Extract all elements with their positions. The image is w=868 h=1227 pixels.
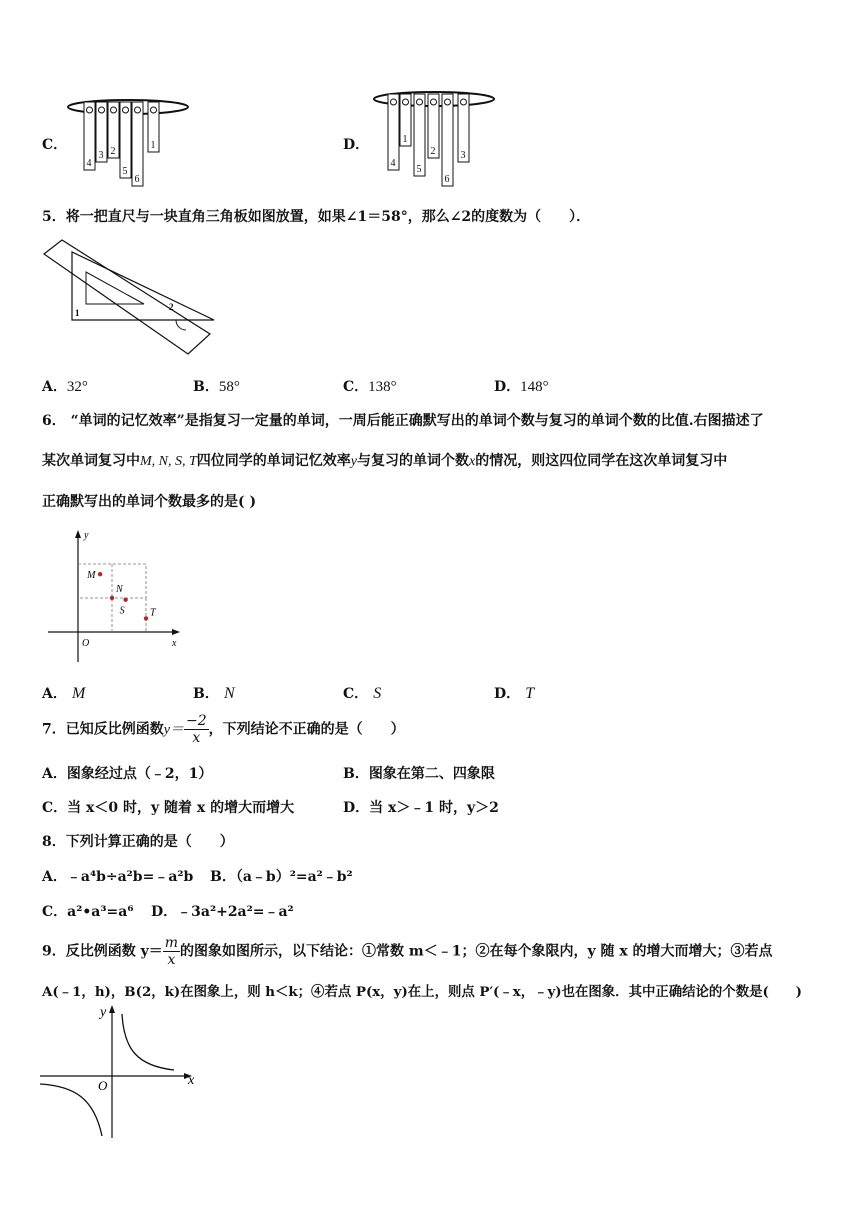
q5-option-d[interactable]: [494, 376, 549, 396]
q5-option-c[interactable]: [343, 376, 397, 396]
q4-d-strip-number: 3: [460, 150, 466, 161]
q6-stem-line1: 6． “单词的记忆效率”是指复习一定量的单词，一周后能正确默写出的单词个数与复习的单词个数的比值.右图描述了: [42, 413, 764, 429]
q6-stem-line3: 正确默写出的单词个数最多的是( ): [42, 494, 257, 510]
hyperbola-branch-first-quadrant: [122, 1014, 174, 1070]
hyperbola-branch-third-quadrant: [40, 1084, 102, 1136]
q6-stem-line2: 某次单词复习中M, N, S, T四位同学的单词记忆效率y与复习的单词个数x的情况，则这四位同学在这次单词复习中: [42, 453, 728, 469]
q5-option-a[interactable]: [42, 376, 88, 396]
q6-options: [42, 683, 742, 703]
option-value: 32°: [66, 379, 88, 395]
q4-c-strip-number: 1: [150, 140, 156, 151]
option-value: S: [373, 685, 382, 702]
q4-d-strip-hook: [461, 99, 467, 105]
q6-point-M: [98, 572, 102, 576]
q6-scatter-figure: [44, 526, 186, 666]
q7-option-d[interactable]: D．当 x＞﹣1 时，y＞2: [343, 800, 499, 816]
q9-stem-line2: A(﹣1，h)，B(2，k)在图象上，则 h＜k；④若点 P(x，y)在上，则点 P′(﹣x，﹣y)也在图象．其中正确结论的个数是( ): [42, 984, 802, 1000]
y-axis-arrow: [109, 1005, 115, 1013]
q6-point-label-N: N: [116, 584, 123, 595]
option-label: A．: [42, 379, 67, 395]
x-axis-label: x: [188, 1073, 195, 1088]
q8-option-a[interactable]: A．﹣a⁴b÷a²b=﹣a²b: [42, 869, 194, 885]
option-value: 138°: [368, 379, 397, 395]
q4-option-c-label: C．: [42, 137, 68, 153]
q8-stem: 8．下列计算正确的是（ ）: [42, 834, 234, 850]
q4-option-c-figure: [66, 94, 196, 185]
q6-option-b[interactable]: [193, 683, 235, 703]
q4-d-strip-hook: [391, 99, 397, 105]
x-axis-arrow: [172, 629, 180, 635]
triangle-outer: [72, 252, 214, 320]
x-axis-label: x: [172, 638, 177, 649]
q7-fraction: $\frac{-2}{x}$: [185, 713, 207, 746]
q4-d-strip-hook: [445, 99, 451, 105]
q6-var-list: M, N, S, T: [140, 454, 197, 469]
q5-stem: 5．将一把直尺与一块直角三角板如图放置，如果∠1＝58°，那么∠2的度数为（ ）．: [42, 209, 591, 225]
q4-c-strip-number: 2: [110, 146, 116, 157]
q7-option-b[interactable]: B．图象在第二、四象限: [343, 766, 495, 782]
y-axis-label: y: [100, 1005, 107, 1020]
q4-d-strip-number: 1: [402, 134, 408, 145]
q4-c-strip-number: 5: [122, 166, 128, 177]
option-value: 148°: [520, 379, 549, 395]
option-label: C．: [343, 379, 369, 395]
q4-d-strip-hook: [403, 99, 409, 105]
q5-options: [42, 376, 742, 396]
q8-option-b[interactable]: B．（a﹣b）²=a²﹣b²: [210, 869, 353, 885]
q9-stem-line1: 9．反比例函数 y＝ $\frac{m}{x}$ 的图象如图所示，以下结论：①常数 m＜﹣1；②在每个象限内，y 随 x 的增大而增大；③若点: [42, 935, 773, 968]
q4-d-strip-number: 5: [416, 164, 422, 175]
q6-option-c[interactable]: [343, 683, 381, 703]
q8-option-c[interactable]: C．a²•a³=a⁶: [42, 904, 134, 920]
option-value: T: [525, 685, 535, 702]
q6-point-N: [110, 596, 114, 600]
q4-c-strip-hook: [151, 107, 157, 113]
option-value: N: [223, 685, 235, 702]
angle-2-arc: [176, 320, 186, 330]
option-label: D．: [494, 379, 521, 395]
option-label: B．: [193, 379, 219, 395]
ruler-shape: [44, 240, 210, 354]
q9-hyperbola-figure: [38, 1002, 208, 1142]
q4-d-strip-hook: [417, 99, 423, 105]
q4-d-strip-number: 4: [390, 158, 396, 169]
option-label: B．: [193, 686, 219, 702]
q4-c-strip-number: 4: [86, 158, 92, 169]
q6-point-label-S: S: [119, 605, 125, 617]
origin-label: O: [98, 1078, 108, 1093]
q4-c-strip-number: 6: [134, 174, 140, 185]
q9-fraction: $\frac{m}{x}$: [164, 935, 179, 968]
q4-c-strip-hook: [111, 107, 117, 113]
q6-point-label-T: T: [150, 607, 156, 619]
q4-c-strip-hook: [135, 107, 141, 113]
option-value: 58°: [218, 379, 240, 395]
option-label: D．: [494, 686, 521, 702]
q5-option-b[interactable]: [193, 376, 240, 396]
q4-d-strip: [442, 94, 453, 186]
q8-option-d[interactable]: D．﹣3a²+2a²=﹣a²: [151, 904, 294, 920]
q4-c-strip-hook: [87, 107, 93, 113]
q4-option-d-label: D．: [343, 137, 370, 153]
q4-d-strip-number: 6: [444, 174, 450, 185]
option-label: C．: [343, 686, 369, 702]
q6-option-a[interactable]: [42, 683, 85, 703]
y-axis-arrow: [75, 530, 81, 538]
option-label: A．: [42, 686, 67, 702]
triangle-inner: [86, 272, 144, 304]
q6-point-S: [123, 598, 127, 602]
q4-d-strip-number: 2: [430, 146, 436, 157]
origin-label: O: [82, 638, 90, 649]
option-value: M: [71, 685, 86, 702]
q4-c-strip-hook: [99, 107, 105, 113]
q7-option-c[interactable]: C．当 x＜0 时，y 随着 x 的增大而增大: [42, 800, 295, 816]
q4-c-strip-number: 3: [98, 150, 104, 161]
angle-2-label: 2: [169, 302, 174, 312]
q4-option-d-figure: [372, 86, 502, 188]
angle-1-label: 1: [75, 308, 80, 318]
q7-stem: 7．已知反比例函数y＝ $\frac{-2}{x}$ ，下列结论不正确的是（ ）: [42, 713, 405, 746]
q5-ruler-triangle-figure: [38, 238, 218, 358]
q6-option-d[interactable]: [494, 683, 534, 703]
q7-option-a[interactable]: A．图象经过点（﹣2，1）: [42, 766, 213, 782]
q6-point-label-M: M: [87, 570, 96, 582]
q4-d-strip-hook: [431, 99, 437, 105]
y-axis-label: y: [84, 530, 89, 541]
q6-point-T: [144, 616, 148, 620]
q4-c-strip-hook: [123, 107, 129, 113]
